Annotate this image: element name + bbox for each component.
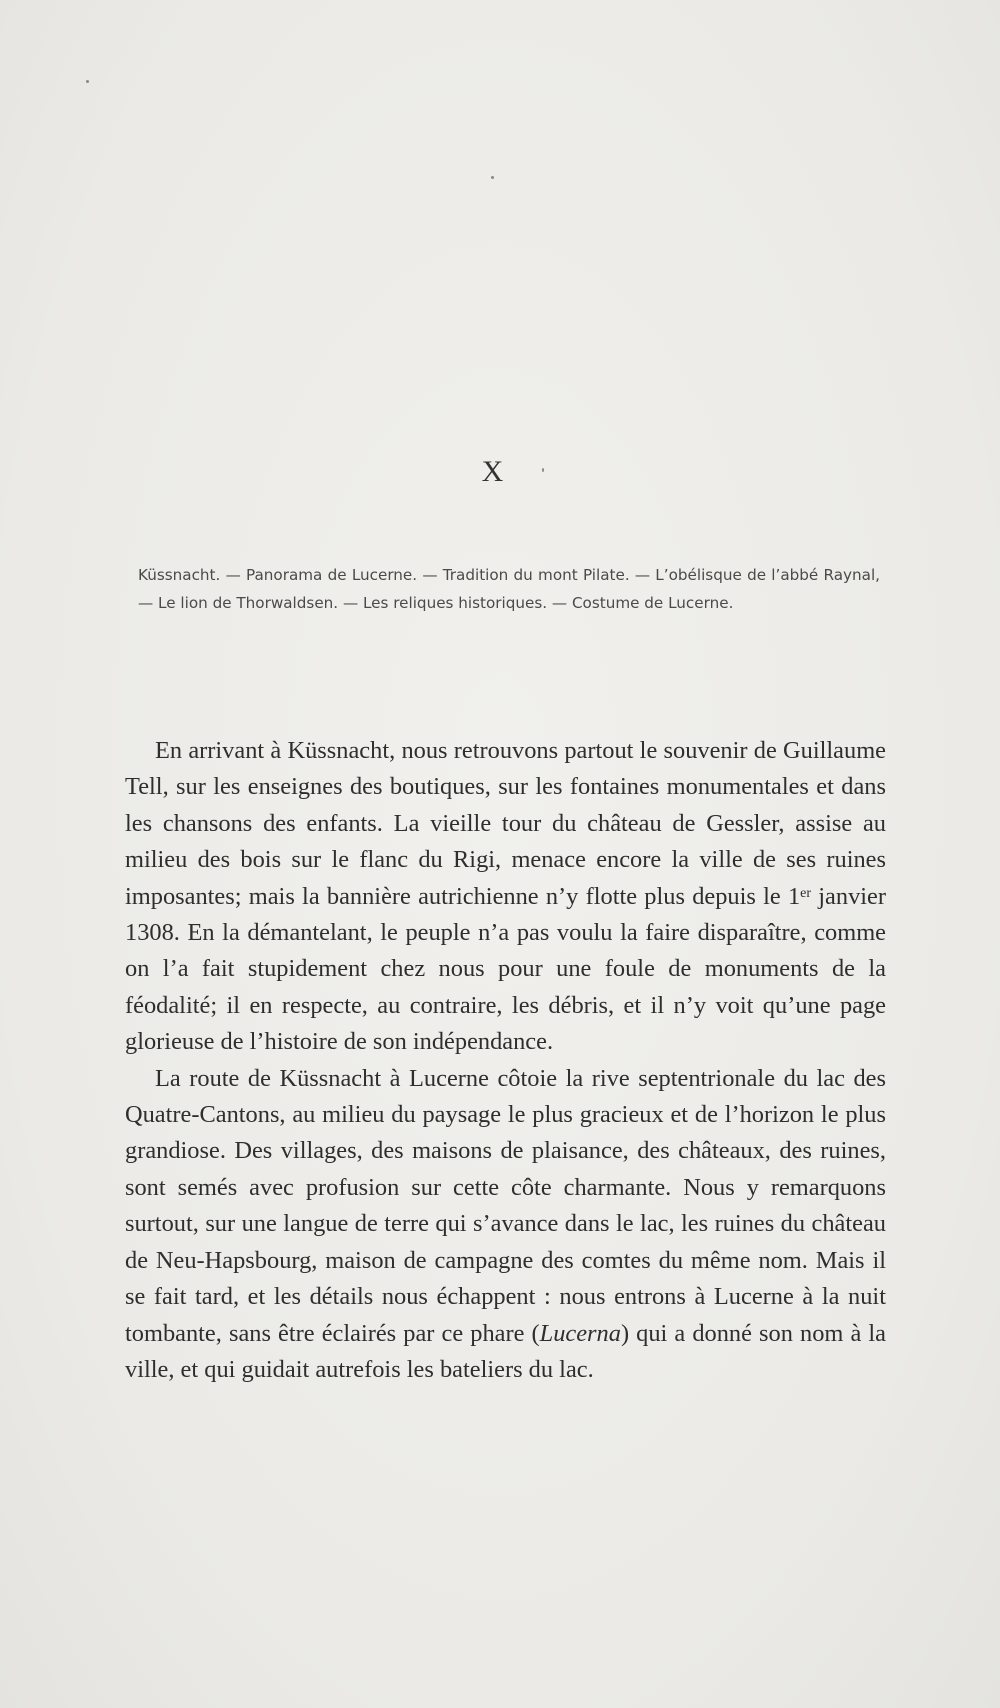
paper-speck [491, 176, 494, 179]
ordinal-number: 1 [787, 882, 801, 910]
body-text [125, 733, 886, 1388]
chapter-number: X [481, 455, 504, 488]
chapter-summary: Küssnacht. — Panorama de Lucerne. — Tradition du mont Pilate. — L’obélisque de l’abbé Raynal, — Le lion de Thorwaldsen. — Les reliques historiques. — Costume de Lucerne. [138, 566, 880, 612]
paragraph-text: La route de Küssnacht à Lucerne côtoie la rive septentrionale du lac des Quatre-Cantons, au milieu du paysage le plus gracieux et de l’horizon le plus grandiose. Des villages, des maisons de plaisance, des châteaux, des ruines, sont semés avec profusion sur cette côte charmante. Nous y remarquons surtout, sur une langue de terre qui s’avance dans le lac, les ruines du château de Neu-Hapsbourg, maison de campagne des comtes du même nom. Mais il se fait tard, et les détails nous échappent : nous entrons à Lucerne à la nuit tombante, sans être éclairés par ce phare ( [125, 1064, 886, 1347]
italic-word: Lucerna [539, 1319, 621, 1347]
paper-speck [86, 80, 89, 83]
paragraph-text: janvier 1308. En la démantelant, le peuple n’a pas voulu la faire disparaître, comme on l’a fait stupidement chez nous pour une foule de monuments de la féodalité; il en respecte, au contraire, les débris, et il n’y voit qu’une page glorieuse de l’histoire de son indépendance. [125, 882, 886, 1056]
paragraph-text: ) qui a donné son nom à la ville, et qui guidait autrefois les bateliers du lac. [125, 1319, 886, 1383]
paragraph [125, 1061, 886, 1389]
paragraph [125, 733, 886, 1061]
paragraph-text: En arrivant à Küssnacht, nous retrouvons partout le souvenir de Guillaume Tell, sur les enseignes des boutiques, sur les fontaines monumentales et dans les chansons des enfants. La vieille tour du château de Gessler, assise au milieu des bois sur le flanc du Rigi, menace encore la ville de ses ruines imposantes; mais la bannière autrichienne n’y flotte plus depuis le [125, 737, 886, 910]
ordinal-suffix: er [800, 885, 812, 901]
